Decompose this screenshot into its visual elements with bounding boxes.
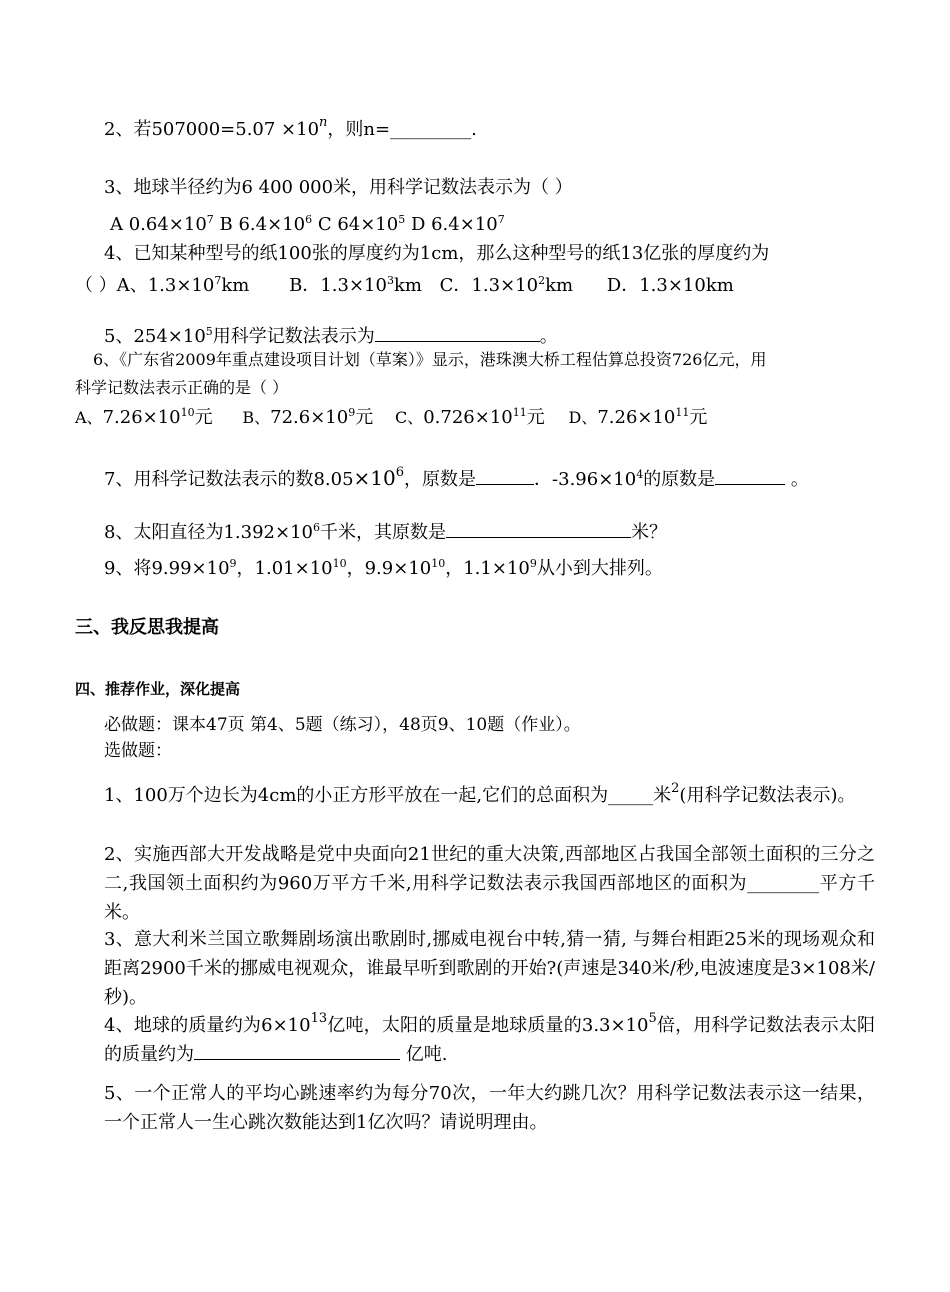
q9-d: ，1.1×10 [445, 558, 530, 579]
h4-a-exp: 13 [310, 1011, 328, 1026]
q6-option-a: 7.26×10 [102, 407, 181, 428]
q9-a: 9、将9.99×10 [104, 558, 230, 579]
q4-option-d-label: D． [606, 275, 640, 296]
q4-option-c-unit: km [545, 275, 574, 296]
q2-exponent: n [319, 115, 328, 130]
q9-a-exp: 9 [229, 557, 237, 570]
q3-option-a: A 0.64×10 [110, 214, 207, 235]
q3-option-c-exp: 5 [398, 213, 406, 226]
q6-option-d-unit: 元 [689, 407, 708, 428]
question-4: 4、已知某种型号的纸100张的厚度约为1cm，那么这种型号的纸13亿张的厚度约为 [104, 243, 770, 264]
q7-exp2: 4 [636, 468, 644, 481]
homework-5 [75, 1079, 875, 1137]
question-5 [104, 323, 875, 349]
q7-blank-1 [476, 466, 534, 485]
q8-number: 1.392×10 [223, 522, 313, 543]
section-4-title: 四、推荐作业，深化提高 [75, 680, 241, 698]
q4-option-d: 1.3×10 [639, 275, 706, 296]
q4-option-a-exp: 7 [214, 274, 222, 287]
q7-mid2: ．-3.96×10 [534, 469, 637, 490]
q4-option-c-label: C． [439, 275, 472, 296]
h4-b: 亿吨，太阳的质量是地球质量的3.3×10 [327, 1015, 649, 1036]
h1-text: 1、100万个边长为4cm的小正方形平放在一起,它们的总面积为_____米 [104, 785, 672, 806]
q9-b-exp: 10 [332, 557, 347, 570]
q9-d-exp: 9 [529, 557, 537, 570]
q6-option-d: 7.26×10 [597, 407, 676, 428]
q7-times: ×10 [353, 466, 396, 490]
h5-text: 5、一个正常人的平均心跳速率约为每分70次，一年大约跳几次？用科学记数法表示这一结果，一个正常人一生心跳次数能达到1亿次吗？请说明理由。 [104, 1083, 875, 1133]
q9-c: ，9.9×10 [346, 558, 432, 579]
q5-end: 。 [539, 326, 558, 347]
q2-end: . [471, 119, 477, 140]
q2-blank: _________ [390, 119, 472, 140]
q6-option-c-unit: 元 [526, 407, 545, 428]
q4-paren: （ ）A、 [75, 275, 148, 296]
q6-option-a-exp: 10 [180, 406, 195, 419]
q3-option-a-exp: 7 [206, 213, 214, 226]
h4-b-exp: 5 [648, 1011, 657, 1026]
q6-option-d-label: D、 [568, 408, 598, 427]
q4-option-b-unit: km [393, 275, 422, 296]
h2-text: 2、实施西部大开发战略是党中央面向21世纪的重大决策,西部地区占我国全部领土面积的三分之二,我国领土面积约为960万平方千米,用科学记数法表示我国西部地区的面积为________平方千米。 [104, 844, 875, 923]
q5-text: 5、254×10 [104, 326, 206, 347]
q6-option-a-label: A、 [75, 408, 103, 427]
q8-end: 米？ [630, 522, 667, 543]
h4-end: 亿吨. [400, 1044, 448, 1065]
homework-2 [75, 840, 875, 927]
q9-b: ，1.01×10 [236, 558, 333, 579]
q6-option-b-label: B、 [242, 408, 271, 427]
q7-blank-2 [715, 466, 785, 485]
q4-option-c-exp: 2 [538, 274, 546, 287]
q8-blank [446, 519, 631, 538]
h4-c: 倍，用科学记数法表示太阳的质量约为 [104, 1015, 875, 1065]
q4-option-a-unit: km [221, 275, 250, 296]
q7-mid: ，原数是 [404, 469, 477, 490]
q2-suffix: ，则n= [327, 119, 391, 140]
q6-option-c-label: C、 [394, 408, 424, 427]
q9-end: 从小到大排列。 [536, 558, 663, 579]
q5-suffix: 用科学记数法表示为 [212, 326, 375, 347]
h3-text: 3、意大利米兰国立歌舞剧场演出歌剧时,挪威电视台中转,猜一猜, 与舞台相距25米的现场观众和距离2900千米的挪威电视观众，谁最早听到歌剧的开始?(声速是340米/秒,电波速度是3×108米/秒)。 [104, 929, 875, 1008]
q2-text: 2、若507000=5.07 ×10 [104, 119, 320, 140]
q3-option-b-exp: 6 [305, 213, 313, 226]
q3-option-d: D 6.4×10 [410, 214, 498, 235]
question-7 [104, 466, 875, 492]
h4-a: 4、地球的质量约为6×10 [104, 1015, 311, 1036]
q6-options [75, 406, 875, 430]
q4-option-d-unit: km [705, 275, 734, 296]
q6-option-b-exp: 9 [348, 406, 356, 419]
q8-mid: 千米，其原数是 [319, 522, 446, 543]
q6-option-d-exp: 11 [675, 406, 690, 419]
question-2 [104, 115, 875, 142]
q8-text: 8、太阳直径为 [104, 522, 224, 543]
q9-c-exp: 10 [431, 557, 446, 570]
question-6-line-1: 6、《广东省2009年重点建设项目计划（草案）》显示，港珠澳大桥工程估算总投资726亿元，用 [93, 350, 767, 369]
q5-blank [375, 323, 540, 342]
question-8 [104, 519, 875, 545]
question-3: 3、地球半径约为6 400 000米，用科学记数法表示为（ ） [104, 177, 573, 198]
q4-option-b: 1.3×10 [320, 275, 387, 296]
homework-optional: 选做题： [104, 741, 172, 761]
q4-option-b-label: B． [289, 275, 321, 296]
homework-1 [75, 781, 875, 810]
h1-end: (用科学记数法表示)。 [679, 785, 856, 806]
q6-option-a-unit: 元 [194, 407, 213, 428]
q6-option-b-unit: 元 [355, 407, 374, 428]
homework-3 [75, 925, 875, 1012]
q3-option-d-exp: 7 [497, 213, 505, 226]
q4-options [75, 274, 875, 298]
q7-exp: 6 [395, 465, 405, 480]
q7-end: 。 [790, 469, 809, 490]
q3-options [110, 213, 875, 237]
q4-option-b-exp: 3 [386, 274, 394, 287]
q6-option-c: 0.726×10 [423, 407, 513, 428]
section-3-title: 三、我反思我提高 [75, 617, 219, 638]
q4-option-c: 1.3×10 [471, 275, 539, 296]
q7-mid3: 的原数是 [643, 469, 716, 490]
q3-option-c: C 64×10 [317, 214, 399, 235]
homework-4 [75, 1011, 875, 1069]
h4-blank [194, 1041, 400, 1060]
q3-option-b: B 6.4×10 [219, 214, 306, 235]
q5-exp: 5 [205, 325, 213, 338]
q4-option-a: 1.3×10 [147, 275, 215, 296]
q6-option-c-exp: 11 [512, 406, 527, 419]
q8-exp: 6 [312, 521, 320, 534]
homework-required: 必做题：课本47页 第4、5题（练习），48页9、10题（作业）。 [104, 715, 581, 735]
q6-option-b: 72.6×10 [270, 407, 349, 428]
q7-text: 7、用科学记数法表示的数8.05 [104, 469, 354, 490]
question-9 [104, 557, 875, 581]
h1-exp: 2 [671, 781, 680, 796]
question-6-line-2: 科学记数法表示正确的是（ ） [75, 378, 289, 397]
